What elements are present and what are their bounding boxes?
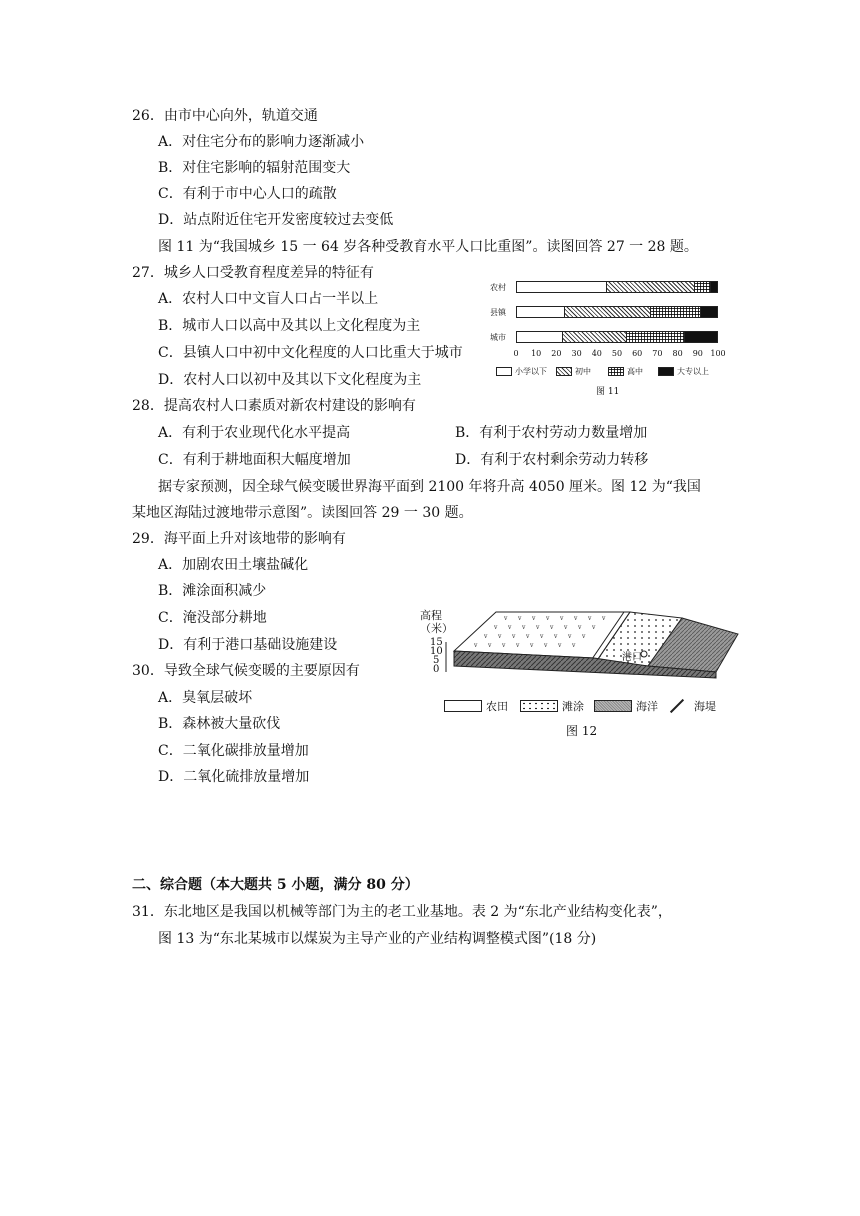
q29-option-d: D．有利于港口基础设施建设	[158, 637, 338, 653]
farmland-mark: v	[530, 642, 534, 649]
legend-swatch-senior	[608, 367, 624, 376]
legend-swatch-tidal-flat	[520, 700, 558, 712]
q26-option-c: C．有利于市中心人口的疏散	[158, 186, 337, 202]
x-tick-label: 100	[710, 349, 726, 358]
bar-segment-4	[701, 307, 717, 317]
q31-line1: 31．东北地区是我国以机械等部门为主的老工业基地。表 2 为“东北产业结构变化表”，	[132, 904, 672, 920]
farmland-mark: v	[488, 642, 492, 649]
bar-segment-2	[565, 307, 651, 317]
legend-label-senior: 高中	[627, 367, 643, 376]
legend-swatch-primary	[496, 367, 512, 376]
q26-stem: 26．由市中心向外，轨道交通	[132, 108, 318, 124]
farmland-mark: v	[484, 633, 488, 640]
q28-stem: 28．提高农村人口素质对新农村建设的影响有	[132, 398, 416, 414]
farmland-mark: v	[564, 624, 568, 631]
x-tick-label: 40	[591, 349, 602, 358]
legend-swatch-seawall	[670, 699, 684, 713]
figure-12-diagram	[416, 606, 746, 746]
farmland-mark: v	[512, 633, 516, 640]
x-tick-label: 70	[652, 349, 663, 358]
farmland-mark: v	[568, 633, 572, 640]
farmland-mark: v	[582, 633, 586, 640]
q28-option-c: C．有利于耕地面积大幅度增加	[158, 452, 351, 468]
category-label-rural: 农村	[490, 283, 506, 292]
q30-option-c: C．二氧化碳排放量增加	[158, 743, 309, 759]
farmland-mark: v	[544, 642, 548, 649]
legend-label-tidal-flat: 滩涂	[562, 700, 584, 713]
q26-option-a: A．对住宅分布的影响力逐渐减小	[158, 134, 365, 150]
farmland-mark: v	[508, 624, 512, 631]
farmland-mark: v	[578, 624, 582, 631]
farmland-mark: v	[550, 624, 554, 631]
figure-11-chart	[490, 276, 740, 400]
q28-option-b: B．有利于农村劳动力数量增加	[455, 425, 648, 441]
x-tick-label: 10	[531, 349, 542, 358]
elevation-tick-10: 10	[430, 646, 443, 657]
category-label-city: 城市	[490, 333, 506, 342]
bar-segment-1	[517, 282, 607, 292]
legend-label-seawall: 海堤	[694, 700, 716, 713]
x-tick-label: 90	[692, 349, 703, 358]
bar-segment-1	[517, 332, 563, 342]
coastal-cross-section	[416, 606, 746, 696]
farmland-mark: v	[560, 615, 564, 622]
q29-option-b: B．滩涂面积减少	[158, 583, 267, 599]
legend-swatch-junior	[556, 367, 572, 376]
farmland-mark: v	[504, 615, 508, 622]
port-label: 港口	[622, 652, 642, 663]
elevation-unit-label: （米）	[420, 622, 453, 635]
x-tick-label: 0	[513, 349, 519, 358]
q26-option-b: B．对住宅影响的辐射范围变大	[158, 160, 351, 176]
farmland-mark: v	[522, 624, 526, 631]
q27-stem: 27．城乡人口受教育程度差异的特征有	[132, 265, 374, 281]
farmland-mark: v	[574, 615, 578, 622]
bar-segment-3	[627, 332, 685, 342]
bar-segment-4	[685, 332, 717, 342]
farmland-mark: v	[518, 615, 522, 622]
elevation-label: 高程	[420, 609, 442, 622]
legend-label-sea: 海洋	[636, 700, 658, 713]
bar-county	[516, 306, 718, 318]
bar-segment-3	[651, 307, 701, 317]
farmland-mark: v	[540, 633, 544, 640]
q28-option-a: A．有利于农业现代化水平提高	[158, 425, 351, 441]
farmland-mark: v	[494, 624, 498, 631]
bar-segment-4	[711, 282, 717, 292]
q28-option-d: D．有利于农村剩余劳动力转移	[455, 452, 649, 468]
legend-swatch-farmland	[444, 700, 482, 712]
legend-label-farmland: 农田	[486, 700, 508, 713]
elevation-tick-0: 0	[433, 664, 440, 675]
fig12-intro-line2: 某地区海陆过渡地带示意图”。读图回答 29 一 30 题。	[132, 505, 473, 521]
q30-option-a: A．臭氧层破坏	[158, 690, 253, 706]
q27-option-a: A．农村人口中文盲人口占一半以上	[158, 291, 379, 307]
farmland-mark: v	[546, 615, 550, 622]
farmland-mark: v	[588, 615, 592, 622]
x-tick-label: 50	[611, 349, 623, 358]
q29-option-c: C．淹没部分耕地	[158, 610, 267, 626]
x-tick-label: 30	[571, 349, 582, 358]
farmland-mark: v	[602, 615, 606, 622]
q29-stem: 29．海平面上升对该地带的影响有	[132, 531, 346, 547]
farmland-mark: v	[526, 633, 530, 640]
bar-rural	[516, 281, 718, 293]
q27-option-d: D．农村人口以初中及其以下文化程度为主	[158, 372, 422, 388]
bar-segment-3	[695, 282, 711, 292]
legend-swatch-college	[658, 367, 674, 376]
elevation-tick-5: 5	[433, 655, 440, 666]
bar-city	[516, 331, 718, 343]
farmland-mark: v	[592, 624, 596, 631]
q30-option-b: B．森林被大量砍伐	[158, 716, 281, 732]
q30-stem: 30．导致全球气候变暖的主要原因有	[132, 663, 360, 679]
q27-option-b: B．城市人口以高中及其以上文化程度为主	[158, 318, 421, 334]
farmland-mark: v	[532, 615, 536, 622]
fig11-intro: 图 11 为“我国城乡 15 一 64 岁各种受教育水平人口比重图”。读图回答 27 一 28 题。	[158, 239, 698, 255]
legend-swatch-sea	[594, 700, 632, 712]
q31-line2: 图 13 为“东北某城市以煤炭为主导产业的产业结构调整模式图”(18 分)	[158, 931, 597, 947]
figure-12-caption: 图 12	[566, 724, 598, 738]
q30-option-d: D．二氧化硫排放量增加	[158, 769, 310, 785]
q29-option-a: A．加剧农田土壤盐碱化	[158, 557, 309, 573]
fig12-intro-line1: 据专家预测，因全球气候变暖世界海平面到 2100 年将升高 4050 厘米。图 12 为“我国	[158, 479, 701, 495]
legend-label-junior: 初中	[575, 367, 591, 376]
farmland-mark: v	[558, 642, 562, 649]
farmland-mark: v	[502, 642, 506, 649]
farmland-mark: v	[536, 624, 540, 631]
x-tick-label: 20	[551, 349, 562, 358]
q27-option-c: C．县镇人口中初中文化程度的人口比重大于城市	[158, 345, 463, 361]
farmland-mark: v	[572, 642, 576, 649]
x-tick-label: 60	[632, 349, 643, 358]
elevation-tick-15: 15	[430, 637, 443, 648]
q26-option-d: D．站点附近住宅开发密度较过去变低	[158, 212, 394, 228]
farmland-mark: v	[516, 642, 520, 649]
legend-label-college: 大专以上	[677, 367, 709, 376]
legend-label-primary: 小学以下	[515, 367, 547, 376]
x-tick-label: 80	[672, 349, 683, 358]
category-label-county: 县镇	[490, 308, 506, 317]
farmland-mark: v	[554, 633, 558, 640]
bar-segment-1	[517, 307, 565, 317]
bar-segment-2	[607, 282, 695, 292]
farmland-mark: v	[498, 633, 502, 640]
section-2-heading: 二、综合题（本大题共 5 小题，满分 80 分）	[132, 877, 419, 893]
farmland-mark: v	[474, 642, 478, 649]
figure-11-caption: 图 11	[596, 387, 620, 397]
bar-segment-2	[563, 332, 627, 342]
